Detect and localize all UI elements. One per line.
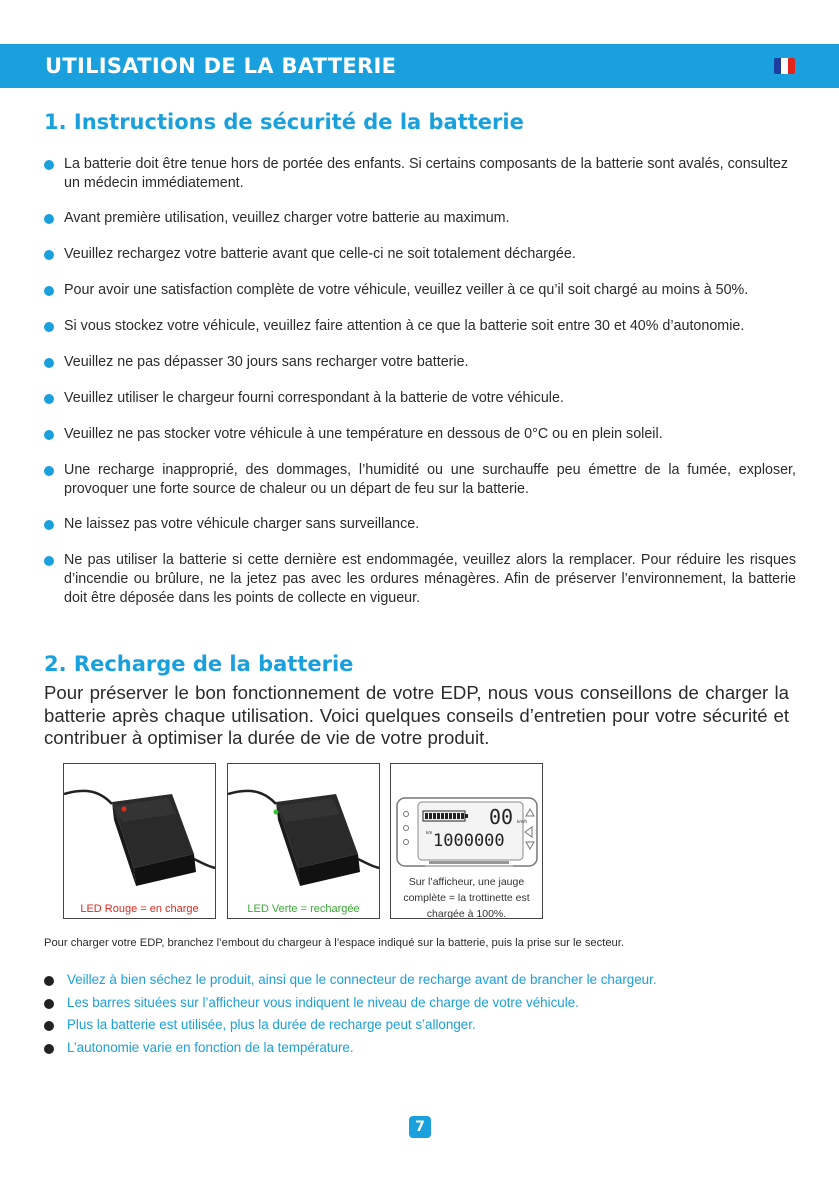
- list-item: Veillez à bien séchez le produit, ainsi que le connecteur de recharge avant de brancher le chargeur.: [44, 969, 657, 992]
- bullet-icon: [44, 160, 54, 170]
- red-led-caption: LED Rouge = en charge: [80, 903, 199, 915]
- list-item: Pour avoir une satisfaction complète de votre véhicule, veuillez veiller à ce qu’il soit chargé au moins à 50%.: [44, 281, 796, 300]
- odometer-readout: 1000000: [433, 831, 505, 851]
- charger-icon: [64, 764, 216, 919]
- section-1-title: 1. Instructions de sécurité de la batterie: [44, 110, 524, 134]
- list-item: Veuillez utiliser le chargeur fourni correspondant à la batterie de votre véhicule.: [44, 389, 796, 408]
- recharge-intro-paragraph: Pour préserver le bon fonctionnement de votre EDP, nous vous conseillons de charger la batterie après chaque utilisation. Voici quelques conseils d’entretien pour votre sécurité et contribuer à optimiser la durée de vie de votre produit.: [44, 682, 789, 748]
- charger-icon: [228, 764, 380, 919]
- display-caption: Sur l’afficheur, une jauge complète = la trottinette est chargée à 100%.: [403, 876, 530, 919]
- bullet-icon: [44, 976, 54, 986]
- safety-bullet-list: [44, 155, 796, 608]
- list-item: L’autonomie varie en fonction de la température.: [44, 1037, 657, 1060]
- list-item: Avant première utilisation, veuillez charger votre batterie au maximum.: [44, 209, 796, 228]
- charger-red-led-image: [63, 763, 216, 919]
- header-bar: [0, 44, 839, 88]
- bullet-icon: [44, 1044, 54, 1054]
- list-item: Veuillez rechargez votre batterie avant que celle-ci ne soit totalement déchargée.: [44, 245, 796, 264]
- list-item: Veuillez ne pas dépasser 30 jours sans recharger votre batterie.: [44, 353, 796, 372]
- section-2-title: 2. Recharge de la batterie: [44, 652, 354, 676]
- red-led-icon: [122, 807, 127, 812]
- charge-instruction-note: Pour charger votre EDP, branchez l’embout du chargeur à l’espace indiqué sur la batterie, puis la prise sur le secteur.: [44, 937, 624, 949]
- page-number: 7: [409, 1116, 431, 1138]
- page-header-title: UTILISATION DE LA BATTERIE: [45, 54, 397, 78]
- bullet-icon: [44, 322, 54, 332]
- green-led-icon: [274, 810, 279, 815]
- bullet-icon: [44, 286, 54, 296]
- odometer-unit: km: [426, 830, 433, 835]
- bullet-icon: [44, 250, 54, 260]
- list-item: Ne pas utiliser la batterie si cette dernière est endommagée, veuillez alors la remplacer. Pour réduire les risques d’incendie ou brûlure, ne la jetez pas avec les ordures ménagères. Afin de préserver l’environnement, la batterie doit être déposée dans les points de collecte en vigueur.: [44, 551, 796, 608]
- charger-green-led-image: [227, 763, 380, 919]
- bullet-icon: [44, 999, 54, 1009]
- bullet-icon: [44, 556, 54, 566]
- display-gauge-image: [390, 763, 543, 919]
- list-item: Plus la batterie est utilisée, plus la durée de recharge peut s’allonger.: [44, 1014, 657, 1037]
- list-item: Veuillez ne pas stocker votre véhicule à une température en dessous de 0°C ou en plein soleil.: [44, 425, 796, 444]
- bullet-icon: [44, 214, 54, 224]
- list-item: La batterie doit être tenue hors de portée des enfants. Si certains composants de la batterie sont avalés, consultez un médecin immédiatement.: [44, 155, 796, 193]
- bullet-icon: [44, 466, 54, 476]
- bullet-icon: [44, 520, 54, 530]
- list-item: Une recharge inapproprié, des dommages, l’humidité ou une surchauffe peu émettre de la fumée, exploser, provoquer une forte source de chaleur ou un départ de feu sur la batterie.: [44, 461, 796, 499]
- bullet-icon: [44, 394, 54, 404]
- bullet-icon: [44, 1021, 54, 1031]
- bullet-icon: [44, 358, 54, 368]
- list-item: Les barres situées sur l’afficheur vous indiquent le niveau de charge de votre véhicule.: [44, 992, 657, 1015]
- speed-unit: km/h: [517, 819, 528, 824]
- lcd-display-icon: [391, 764, 543, 874]
- green-led-caption: LED Verte = rechargée: [247, 903, 360, 915]
- speed-readout: 00: [488, 805, 514, 829]
- list-item: Ne laissez pas votre véhicule charger sans surveillance.: [44, 515, 796, 534]
- tips-list: [44, 969, 657, 1059]
- french-flag-icon: [774, 58, 795, 74]
- list-item: Si vous stockez votre véhicule, veuillez faire attention à ce que la batterie soit entre 30 et 40% d’autonomie.: [44, 317, 796, 336]
- bullet-icon: [44, 430, 54, 440]
